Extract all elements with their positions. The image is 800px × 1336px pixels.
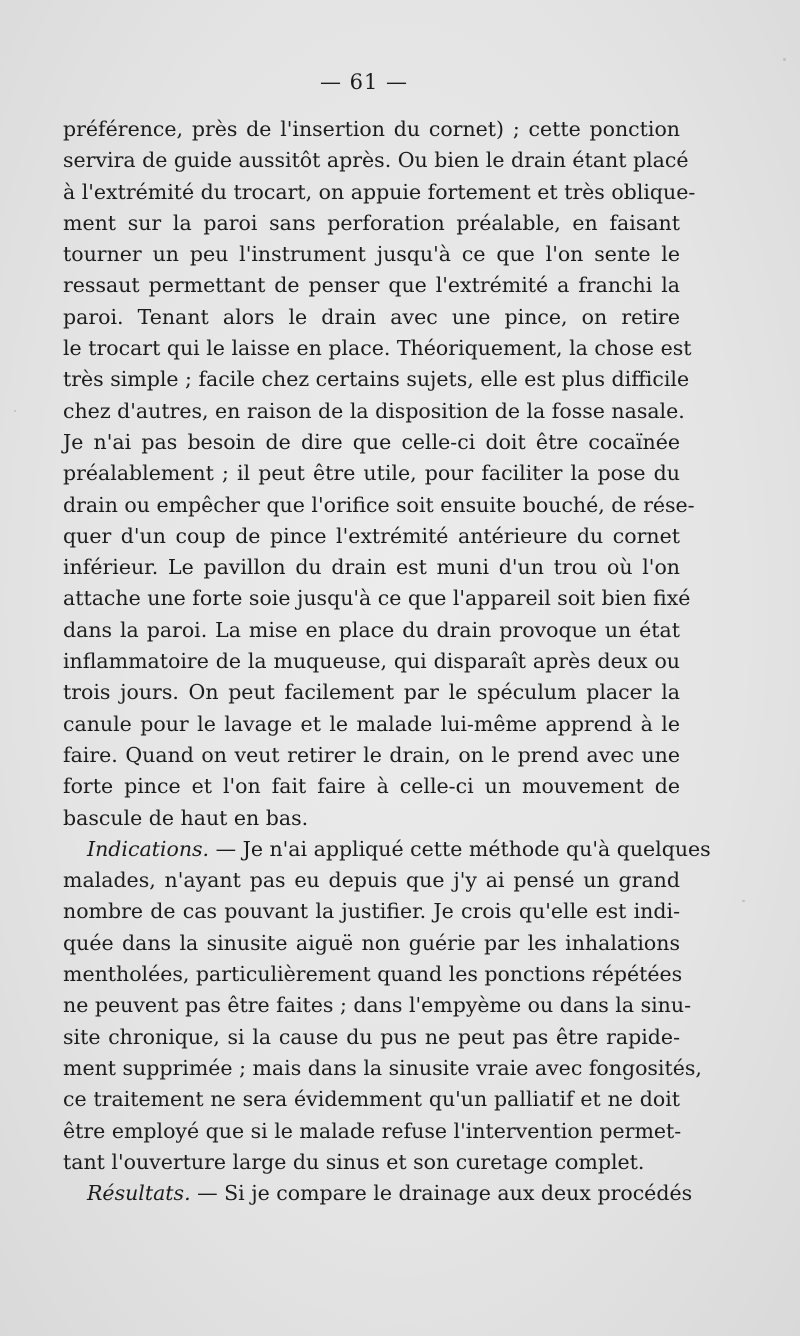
text-line: préférence, près de l'insertion du cornet) ; cette ponction (63, 117, 680, 141)
text-line: quée dans la sinusite aiguë non guérie par les inhalations (63, 930, 680, 955)
text-line: canule pour le lavage et le malade lui-même apprend à le (63, 711, 680, 736)
text-line: préalablement ; il peut être utile, pour faciliter la pose du (63, 461, 680, 486)
paragraph-resultats (63, 1178, 693, 1209)
text-line: malades, n'ayant pas eu depuis que j'y ai pensé un grand (63, 868, 680, 893)
text-line: ment sur la paroi sans perforation préalable, en faisant (63, 210, 680, 235)
text-line: forte pince et l'on fait faire à celle-ci un mouvement de (63, 774, 680, 799)
text-line: inférieur. Le pavillon du drain est muni d'un trou où l'on (63, 555, 680, 580)
text-line: très simple ; facile chez certains sujets, elle est plus difficile (63, 367, 690, 392)
text-line: chez d'autres, en raison de la disposition de la fosse nasale. (63, 398, 685, 423)
text-line: nombre de cas pouvant la justifier. Je crois qu'elle est indi- (63, 899, 680, 924)
text-line: faire. Quand on veut retirer le drain, on le prend avec une (63, 742, 680, 767)
paragraph-drainage-procedure (63, 114, 696, 834)
text-line: le trocart qui le laisse en place. Théoriquement, la chose est (63, 336, 692, 361)
text-line: tant l'ouverture large du sinus et son curetage complet. (63, 1149, 645, 1174)
text-line: servira de guide aussitôt après. Ou bien le drain étant placé (63, 148, 689, 173)
text-line: ce traitement ne sera évidemment qu'un palliatif et ne doit (63, 1087, 680, 1112)
text-line: inflammatoire de la muqueuse, qui disparaît après deux ou (63, 649, 680, 674)
text-line: dans la paroi. La mise en place du drain provoque un état (63, 617, 680, 642)
text-line-rest: — Je n'ai appliqué cette méthode qu'à quelques (209, 836, 711, 861)
text-line: à l'extrémité du trocart, on appuie fortement et très oblique- (63, 179, 696, 204)
page-number: — 61 — (319, 70, 409, 94)
paper-speck (742, 900, 745, 902)
text-line: ressaut permettant de penser que l'extrémité a franchi la (63, 273, 680, 298)
text-line: ne peuvent pas être faites ; dans l'empyème ou dans la sinu- (63, 993, 691, 1018)
paragraph-indications (63, 834, 711, 1178)
body-text (63, 114, 711, 1209)
text-line-rest: — Si je compare le drainage aux deux procédés (190, 1181, 693, 1206)
text-line: attache une forte soie jusqu'à ce que l'appareil soit bien fixé (63, 586, 691, 611)
section-heading-resultats: Résultats. (87, 1181, 191, 1206)
text-line: drain ou empêcher que l'orifice soit ensuite bouché, de rése- (63, 492, 695, 517)
text-line: trois jours. On peut facilement par le spéculum placer la (63, 680, 680, 705)
text-line: site chronique, si la cause du pus ne peut pas être rapide- (63, 1024, 680, 1049)
text-line: Je n'ai pas besoin de dire que celle-ci doit être cocaïnée (63, 429, 680, 454)
section-heading-indications: Indications. (87, 836, 210, 861)
text-line: paroi. Tenant alors le drain avec une pince, on retire (63, 304, 680, 329)
paper-speck (783, 58, 786, 61)
text-line (63, 834, 711, 865)
text-line: quer d'un coup de pince l'extrémité antérieure du cornet (63, 523, 680, 548)
text-line: être employé que si le malade refuse l'intervention permet- (63, 1118, 682, 1143)
text-line (63, 1178, 693, 1209)
text-line: bascule de haut en bas. (63, 805, 309, 830)
text-line: tourner un peu l'instrument jusqu'à ce que l'on sente le (63, 242, 680, 267)
paper-speck (14, 410, 16, 412)
text-line: mentholées, particulièrement quand les ponctions répétées (63, 962, 683, 987)
text-line: ment supprimée ; mais dans la sinusite vraie avec fongosités, (63, 1055, 702, 1080)
